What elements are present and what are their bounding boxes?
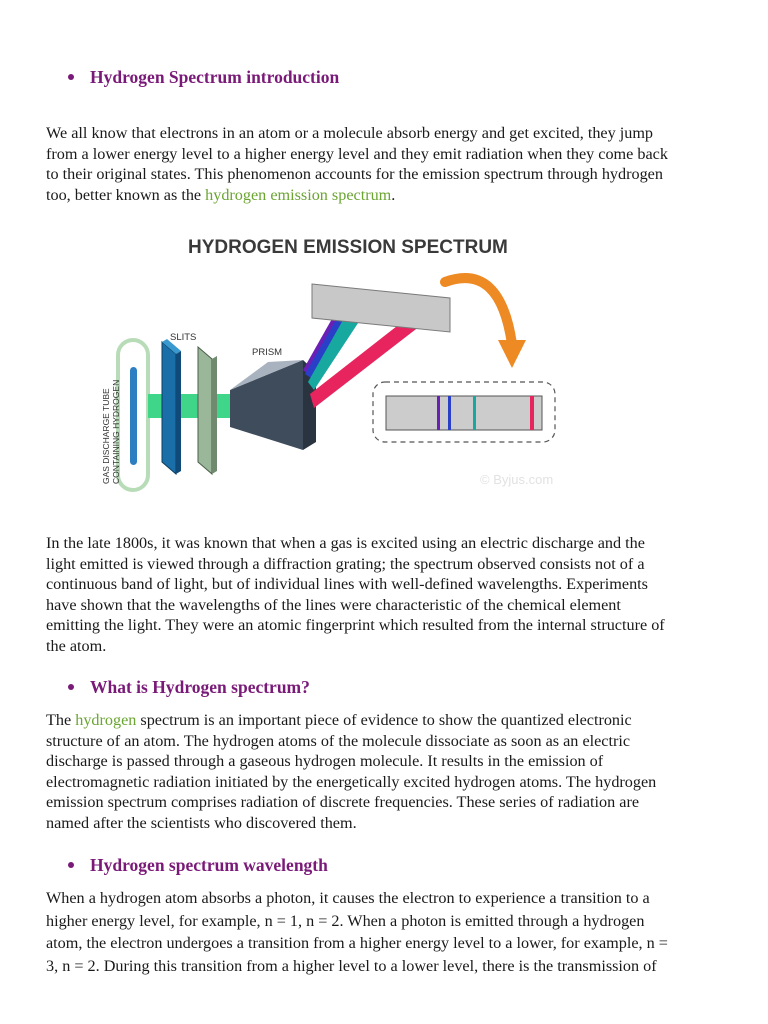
prism-label: PRISM [252,347,283,358]
bullet-icon [68,862,74,868]
slit-green [198,347,212,474]
bullet-icon [68,684,74,690]
spectral-line-red [530,396,534,430]
tube-label-line1: GAS DISCHARGE TUBE [101,388,111,484]
hydrogen-emission-spectrum-diagram [90,222,590,502]
intro-paragraph: We all know that electrons in an atom or a molecule absorb energy and get excited, they jump from a lower energy level to a higher energy level and they emit radiation when they come back to their original states. This phenomenon accounts for the emission spectrum through hydrogen too, better known as the hydrogen emission spectrum. [46,124,668,204]
light-beam [148,394,233,418]
section-heading-introduction: Hydrogen Spectrum introduction [68,67,339,88]
spectrum-strip [386,396,542,430]
slit-blue-side [176,351,181,474]
hydrogen-emission-spectrum-link[interactable]: hydrogen emission spectrum [205,185,392,204]
watermark: © Byjus.com [480,472,554,487]
spectral-line-blue [448,396,451,430]
section-heading-what-is: What is Hydrogen spectrum? [68,677,310,698]
slits-label: SLITS [170,332,197,343]
slit-green-side [212,356,217,474]
history-paragraph: In the late 1800s, it was known that when a gas is excited using an electric discharge and the light emitted is viewed through a diffraction grating; the spectrum observed consists not of a continuous band of light, but of individual lines with well-defined wavelengths. Experiments have shown that the wavelengths of the lines were characteristic of the chemical element emitting the light. They were an atomic fingerprint which resulted from the internal structure of the atom. [46,534,665,655]
hydrogen-link[interactable]: hydrogen [75,711,137,729]
discharge-tube-core [130,367,137,465]
section-heading-wavelength: Hydrogen spectrum wavelength [68,855,328,876]
spectral-line-violet [437,396,440,430]
diagram-title: HYDROGEN EMISSION SPECTRUM [188,237,508,258]
tube-label-line2: CONTAINING HYDROGEN [111,379,121,484]
slit-blue [162,342,176,474]
what-is-paragraph: The hydrogen spectrum is an important piece of evidence to show the quantized electronic structure of an atom. The hydrogen atoms of the molecule dissociate as soon as an electric discharge is passed through a gaseous hydrogen molecule. It results in the emission of electromagnetic radiation initiated by the energetically excited hydrogen atoms. The hydrogen emission spectrum comprises radiation of discrete frequencies. These series of radiation are named after the scientists who discovered them. [46,711,657,832]
wavelength-paragraph: When a hydrogen atom absorbs a photon, it causes the electron to experience a transition to a higher energy level, for example, n = 1, n = 2. When a photon is emitted through a hydrogen atom, the electron undergoes a transition from a higher energy level to a lower, for example, n = 3, n = 2. During this transition from a higher level to a lower level, there is the transmission of [46,889,668,975]
arrow-curve [445,278,512,344]
spectral-line-cyan [473,396,476,430]
bullet-icon [68,74,74,80]
arrow-head-icon [498,340,526,368]
